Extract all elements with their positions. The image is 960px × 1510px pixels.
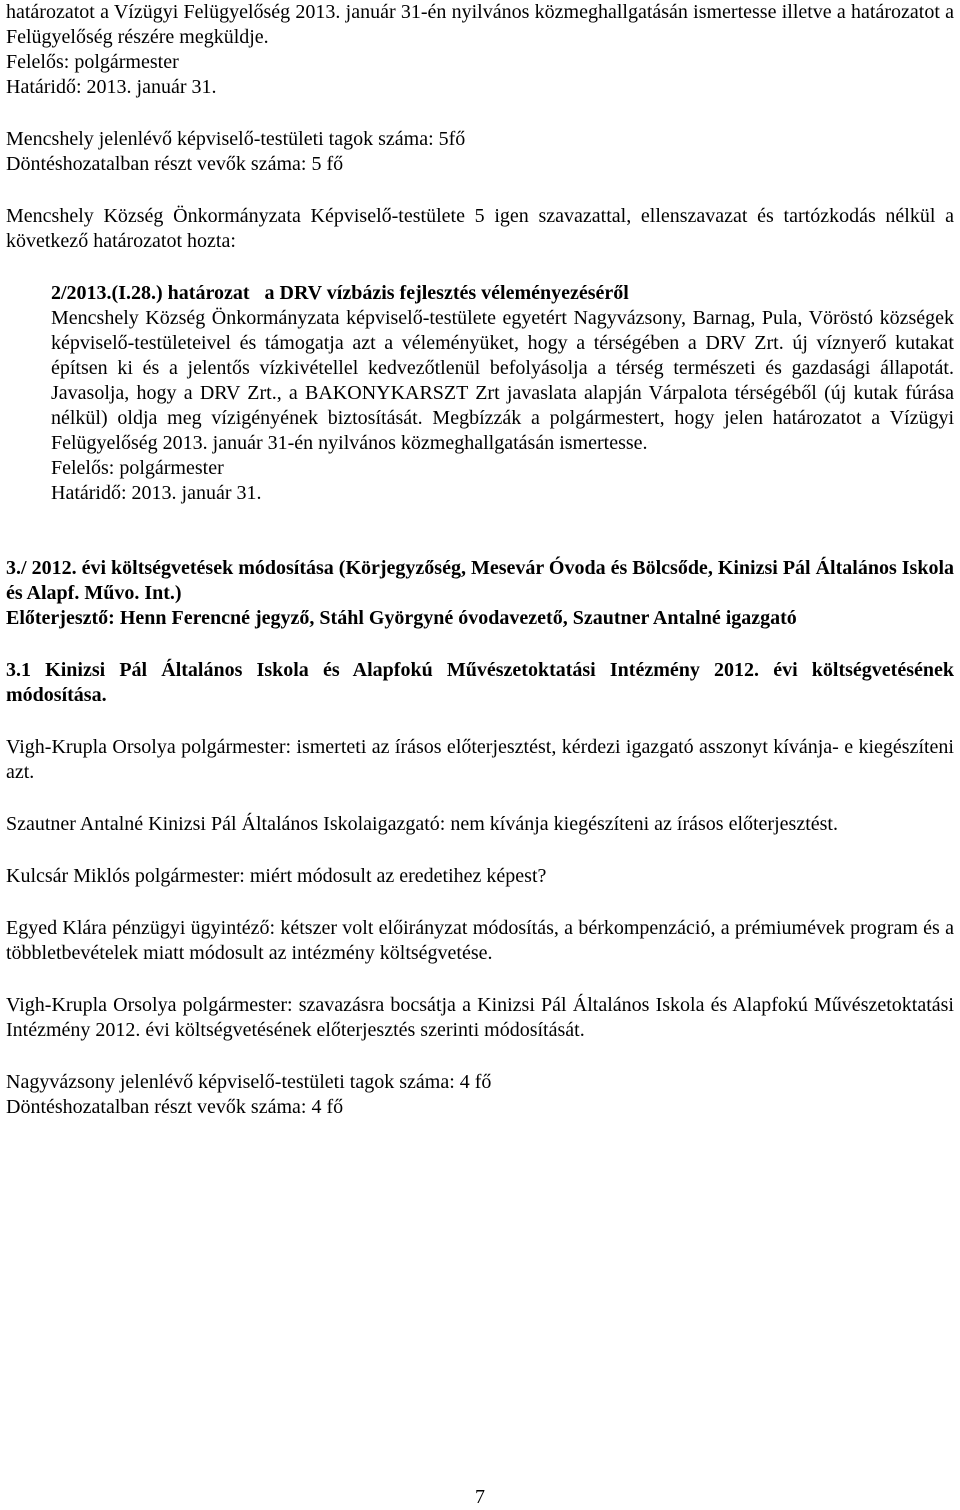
top-paragraph: határozatot a Vízügyi Felügyelőség 2013. január 31-én nyilvános közmeghallgatásán ismertesse illetve a határozatot a Felügyelőség részére megküldje. <box>6 1 954 48</box>
document-page <box>6 0 954 1120</box>
subitem-title: 3.1 Kinizsi Pál Általános Iskola és Alapfokú Művészetoktatási Intézmény 2012. évi költségvetésének módosítása. <box>6 659 954 706</box>
spacer <box>6 254 954 281</box>
resolution-deadline: Határidő: 2013. január 31. <box>51 482 262 504</box>
spacer <box>6 100 954 127</box>
minutes-paragraph: Vigh-Krupla Orsolya polgármester: szavazásra bocsátja a Kinizsi Pál Általános Iskola és Alapfokú Művészetoktatási Intézmény 2012. évi költségvetésének előterjesztés szerinti módosítását. <box>6 994 954 1041</box>
minutes-paragraph: Kulcsár Miklós polgármester: miért módosult az eredetihez képest? <box>6 865 547 887</box>
spacer <box>6 177 954 204</box>
attendance-voting: Döntéshozatalban részt vevők száma: 4 fő <box>6 1096 344 1118</box>
minutes-paragraph: Szautner Antalné Kinizsi Pál Általános Iskolaigazgató: nem kívánja kiegészíteni az írásos előterjesztést. <box>6 813 838 835</box>
top-deadline: Határidő: 2013. január 31. <box>6 76 217 98</box>
resolution-title: 2/2013.(I.28.) határozat a DRV vízbázis fejlesztés véleményezéséről <box>51 282 629 304</box>
page-number: 7 <box>475 1486 485 1508</box>
spacer <box>6 966 954 993</box>
minutes-paragraph: Vigh-Krupla Orsolya polgármester: ismerteti az írásos előterjesztést, kérdezi igazgató asszonyt kívánja- e kiegészíteni azt. <box>6 736 954 783</box>
spacer <box>6 1043 954 1070</box>
resolution-responsible: Felelős: polgármester <box>51 457 224 479</box>
spacer <box>6 708 954 735</box>
spacer <box>6 785 954 812</box>
attendance-present: Mencshely jelenlévő képviselő-testületi tagok száma: 5fő <box>6 128 466 150</box>
agenda-item-title: 3./ 2012. évi költségvetések módosítása (Körjegyzőség, Mesevár Óvoda és Bölcsőde, Kinizsi Pál Általános Iskola és Alapf. Művo. Int.) <box>6 557 954 604</box>
minutes-paragraph: Egyed Klára pénzügyi ügyintéző: kétszer volt előirányzat módosítás, a bérkompenzáció, a prémiumévek program és a többletbevételek miatt módosult az intézmény költségvetése. <box>6 917 954 964</box>
spacer <box>6 889 954 916</box>
spacer <box>6 837 954 864</box>
attendance-voting: Döntéshozatalban részt vevők száma: 5 fő <box>6 153 344 175</box>
spacer <box>6 506 954 556</box>
attendance-present: Nagyvázsony jelenlévő képviselő-testületi tagok száma: 4 fő <box>6 1071 492 1093</box>
top-responsible: Felelős: polgármester <box>6 51 179 73</box>
spacer <box>6 631 954 658</box>
vote-statement: Mencshely Község Önkormányzata Képviselő-testülete 5 igen szavazattal, ellenszavazat és tartózkodás nélkül a következő határozatot hozta: <box>6 205 954 252</box>
agenda-item-presenters: Előterjesztő: Henn Ferencné jegyző, Stáhl Györgyné óvodavezető, Szautner Antalné igazgató <box>6 607 797 629</box>
resolution-block <box>51 281 954 506</box>
resolution-body: Mencshely Község Önkormányzata képviselő-testülete egyetért Nagyvázsony, Barnag, Pula, Vöröstó községek képviselő-testületeivel és támogatja azt a véleményüket, hogy a térségében a DRV Zrt. új víznyerő kutakat építsen ki és a jelentős vízkivétellel kedvezőtlenül befolyásolja a térség természeti és gazdasági állapotát. Javasolja, hogy a DRV Zrt., a BAKONYKARSZT Zrt javaslata alapján Várpalota térségéből (új kutak fúrása nélkül) oldja meg vízigényének biztosítását. Megbízzák a polgármestert, hogy jelen határozatot a Vízügyi Felügyelőség 2013. január 31-én nyilvános közmeghallgatásán ismertesse. <box>51 307 954 454</box>
